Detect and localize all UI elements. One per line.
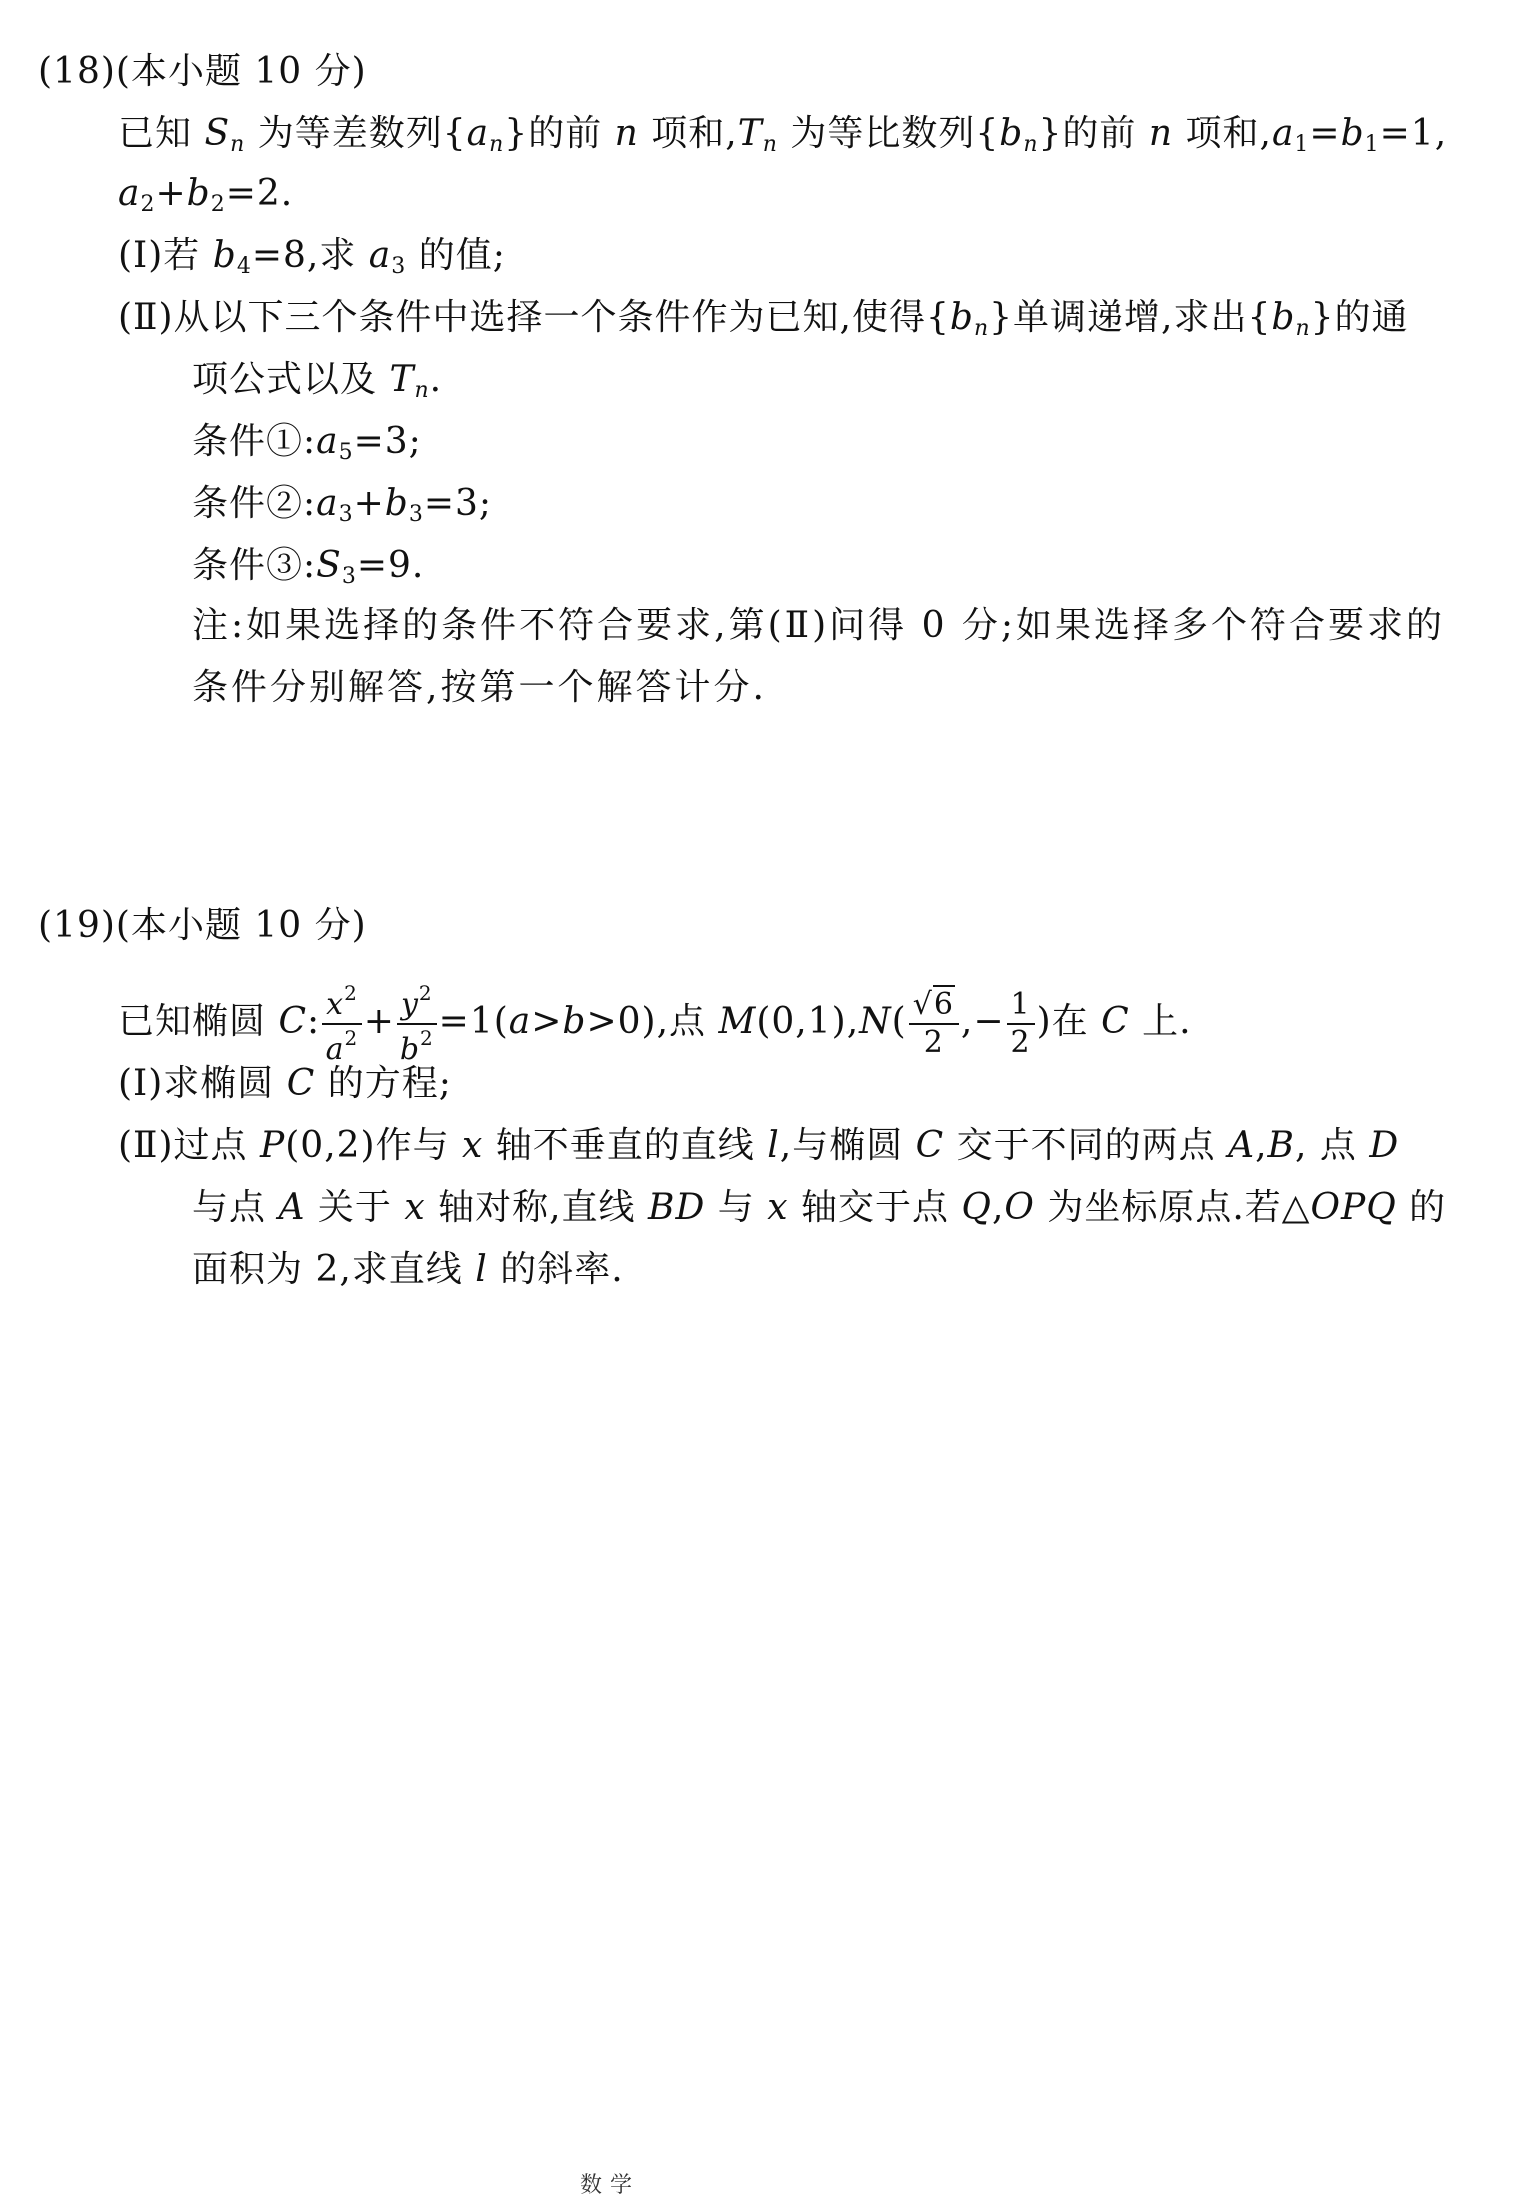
q18-part2-line1: (Ⅱ)从以下三个条件中选择一个条件作为已知,使得$\{b_n\}$单调递增,求出$\{b_n\}$的通 <box>118 297 1409 341</box>
fraction-y2-b2: $\frac{y^2}{b^2}$ <box>397 983 437 1065</box>
page-footer: 数学 <box>580 2173 641 2198</box>
q18-condition-3: 条件$③:S_3=9$. <box>192 545 425 589</box>
q18-condition-2: 条件$②:a_3+b_3=3$; <box>192 483 493 527</box>
q18-condition-1: 条件$①:a_5=3$; <box>192 421 422 465</box>
q18-part1: (Ⅰ)若 $b_4=8$,求 $a_3$ 的值; <box>118 235 506 279</box>
fraction-x2-a2: $\frac{x^2}{a^2}$ <box>322 983 362 1065</box>
q18-statement-line1: 已知 $S_n$ 为等差数列$\{a_n\}$的前 n 项和$,T_n$ 为等比数列$\{b_n\}$的前 n 项和$,a_1=b_1=1$, <box>118 113 1448 157</box>
q19-part2-line2: 与点 A 关于 x 轴对称,直线 BD 与 x 轴交于点 Q,O 为坐标原点.若△OPQ 的 <box>192 1187 1447 1228</box>
sqrt-symbol: √6 <box>912 987 954 1022</box>
q18-note-line2: 条件分别解答,按第一个解答计分. <box>192 667 767 708</box>
q19-header: (19)(本小题 10 分) <box>38 905 367 946</box>
q18-note-line1: 注:如果选择的条件不符合要求,第(Ⅱ)问得 0 分;如果选择多个符合要求的 <box>192 605 1446 646</box>
q19-part2-line3: 面积为 2,求直线 l 的斜率. <box>192 1249 624 1290</box>
q18-header: (18)(本小题 10 分) <box>38 51 367 92</box>
q18-part2-line2: 项公式以及 $T_n$. <box>192 359 443 403</box>
q18-statement-line2: $a_2+b_2=2$. <box>118 173 294 217</box>
q19-statement: 已知椭圆 C: $\frac{x^2}{a^2}$ + $\frac{y^2}{b^2}$ =1(a>b>0),点 M(0,1),N( $\frac{√6}{2}$ ,− $\frac{1}{2}$ )在 C 上. <box>118 981 1192 1067</box>
q19-part1: (Ⅰ)求椭圆 C 的方程; <box>118 1063 452 1104</box>
q19-part2-line1: (Ⅱ)过点 P(0,2)作与 x 轴不垂直的直线 l,与椭圆 C 交于不同的两点 A,B, 点 D <box>118 1125 1400 1166</box>
fraction-sqrt6-2: $\frac{√6}{2}$ <box>909 990 959 1058</box>
fraction-1-2: $\frac{1}{2}$ <box>1007 990 1035 1058</box>
